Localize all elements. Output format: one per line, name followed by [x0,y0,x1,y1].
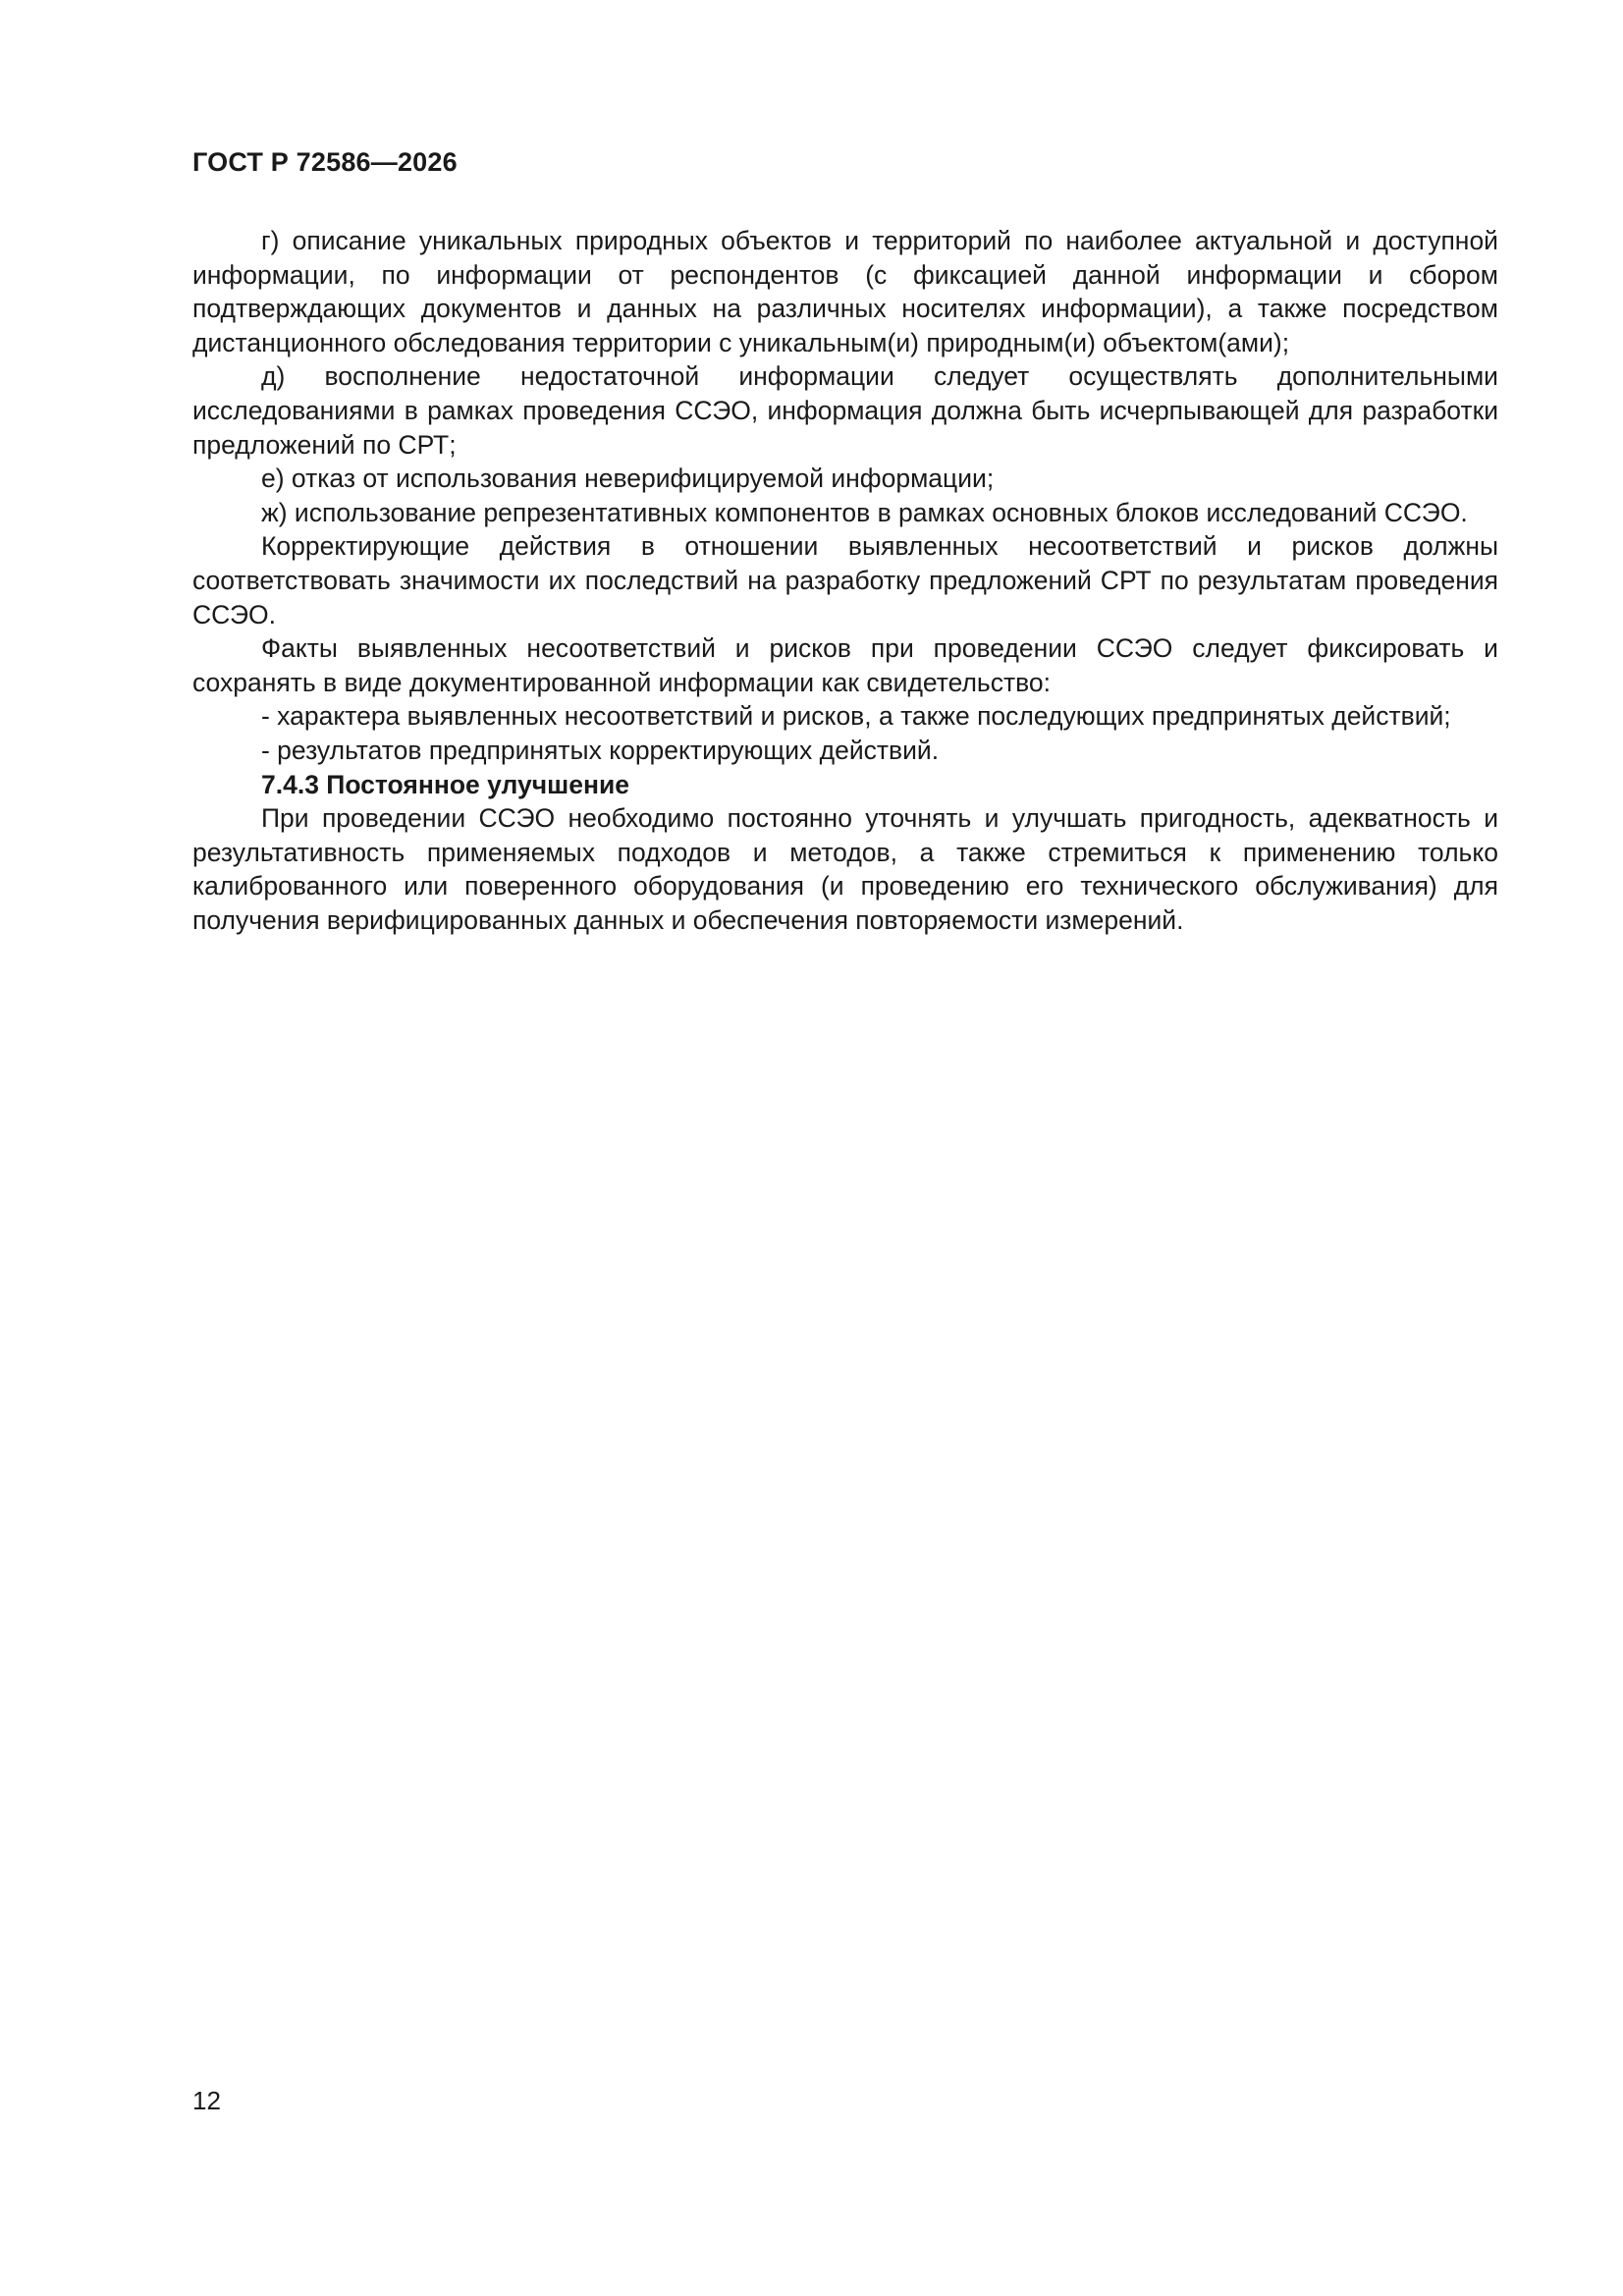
page-number: 12 [192,2086,221,2115]
list-item-zh: ж) использование репрезентативных компонентов в рамках основных блоков исследований ССЭО. [261,497,1468,527]
list-item-g: г) описание уникальных природных объектов и территорий по наиболее актуальной и доступной информации, по информации от респондентов (с фиксацией данной информации и сбором подтверждающих документов и данных на различных носителях информации), а также посредством дистанционного обследования территории с уникальным(и) природным(и) объектом(ами); [192,226,1498,357]
paragraph-improvement: При проведении ССЭО необходимо постоянно уточнять и улучшать пригодность, адекватность и результативность применяемых подходов и методов, а также стремиться к применению только калиброванного или поверенного оборудования (и проведению его технического обслуживания) для получения верифицированных данных и обеспечения повторяемости измерений. [192,803,1498,935]
document-body [192,224,1498,937]
dash-item-1: - характера выявленных несоответствий и рисков, а также последующих предпринятых действий; [261,701,1451,732]
section-heading: 7.4.3 Постоянное улучшение [261,769,630,799]
list-item-d: д) восполнение недостаточной информации следует осуществлять дополнительными исследованиями в рамках проведения ССЭО, информация должна быть исчерпывающей для разработки предложений по СРТ; [192,361,1498,460]
document-header: ГОСТ Р 72586—2026 [192,147,458,177]
paragraph-facts-intro: Факты выявленных несоответствий и рисков при проведении ССЭО следует фиксировать и сохранять в виде документированной информации как свидетельство: [192,633,1498,697]
list-item-e: е) отказ от использования неверифицируемой информации; [261,464,995,494]
paragraph-corrective-actions: Корректирующие действия в отношении выявленных несоответствий и рисков должны соответствовать значимости их последствий на разработку предложений СРТ по результатам проведения ССЭО. [192,531,1498,629]
dash-item-2: - результатов предпринятых корректирующих действий. [261,735,940,765]
